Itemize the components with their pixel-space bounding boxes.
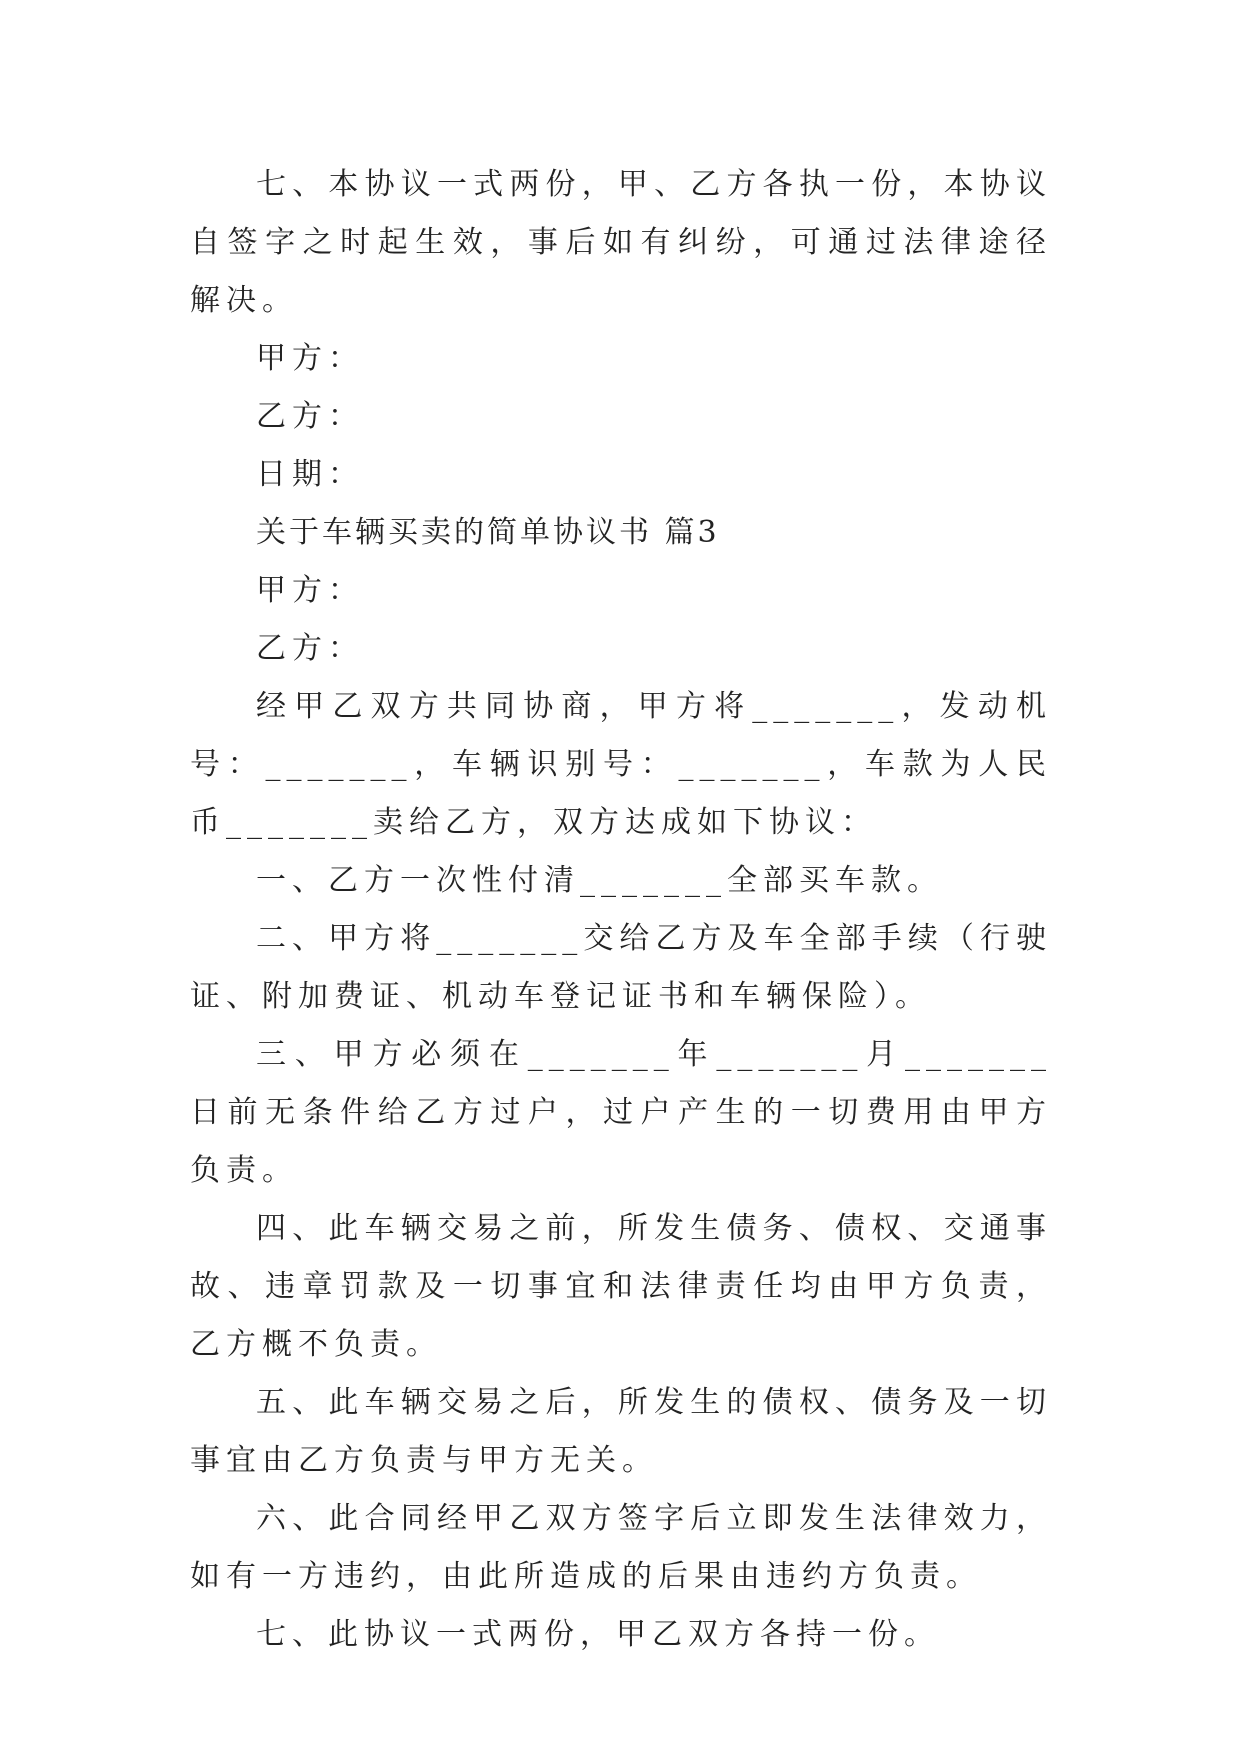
clause-7-validity: 七、本协议一式两份，甲、乙方各执一份，本协议自签字之时起生效，事后如有纠纷，可通过法律途径解决。: [190, 167, 1052, 318]
party-b-line: 乙方：: [256, 631, 364, 666]
clause-3-transfer: 三、甲方必须在_______年_______月_______日前无条件给乙方过户，过户产生的一切费用由甲方负责。: [190, 1037, 1052, 1188]
party-b-signature-line: 乙方：: [256, 399, 364, 434]
agreement-intro: 经甲乙双方共同协商，甲方将_______，发动机号：_______，车辆识别号：_______，车款为人民币_______卖给乙方，双方达成如下协议：: [190, 689, 1052, 840]
clause-6-effect: 六、此合同经甲乙双方签字后立即发生法律效力，如有一方违约，由此所造成的后果由违约方负责。: [190, 1501, 1052, 1594]
party-a-line: 甲方：: [256, 573, 364, 608]
document-body: [190, 156, 1052, 1664]
party-a-signature-line: 甲方：: [256, 341, 364, 376]
date-line: 日期：: [256, 457, 364, 492]
clause-4-prior-liability: 四、此车辆交易之前，所发生债务、债权、交通事故、违章罚款及一切事宜和法律责任均由甲方负责，乙方概不负责。: [190, 1211, 1052, 1362]
section-heading: 关于车辆买卖的简单协议书 篇3: [256, 515, 720, 550]
clause-5-post-liability: 五、此车辆交易之后，所发生的债权、债务及一切事宜由乙方负责与甲方无关。: [190, 1385, 1052, 1478]
clause-1-payment: 一、乙方一次性付清_______全部买车款。: [256, 863, 943, 898]
clause-7-copies: 七、此协议一式两份，甲乙双方各持一份。: [256, 1617, 940, 1652]
clause-2-handover: 二、甲方将_______交给乙方及车全部手续（行驶证、附加费证、机动车登记证书和车辆保险）。: [190, 921, 1052, 1014]
